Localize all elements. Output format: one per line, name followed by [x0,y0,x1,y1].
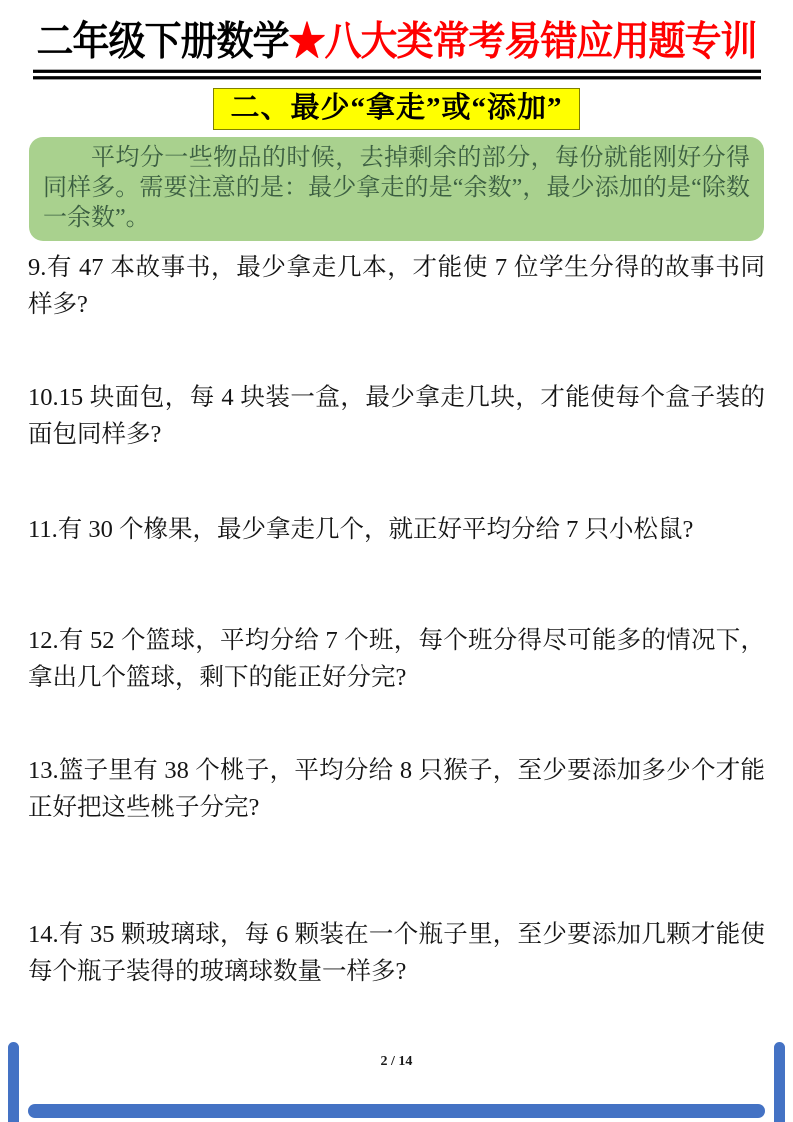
worksheet-header [0,0,793,75]
frame-left-bar [8,1042,19,1122]
question-list [28,241,765,990]
question-9: 9.有 47 本故事书，最少拿走几本，才能使 7 位学生分得的故事书同样多? [28,254,765,319]
question-14: 14.有 35 颗玻璃球，每 6 颗装在一个瓶子里，至少要添加几颗才能使每个瓶子装得的玻璃球数量一样多? [28,921,765,986]
frame-right-bar [774,1042,785,1122]
star-icon: ★ [288,20,325,65]
page-number: 2 / 14 [380,1054,413,1069]
section-heading-row [0,88,793,131]
question-12: 12.有 52 个篮球，平均分给 7 个班，每个班分得尽可能多的情况下，拿出几个篮球，剩下的能正好分完? [28,627,765,692]
page-title [33,20,761,79]
title-grade-part: 二年级下册数学 [36,20,289,65]
frame-bottom-bar [28,1104,765,1118]
question-11: 11.有 30 个橡果，最少拿走几个，就正好平均分给 7 只小松鼠? [28,516,694,544]
title-topic-part: 八大类常考易错应用题专训 [324,20,757,65]
question-10: 10.15 块面包，每 4 块装一盒，最少拿走几块，才能使每个盒子装的面包同样多? [28,384,765,449]
section-heading: 二、最少“拿走”或“添加” [213,88,579,131]
question-13: 13.篮子里有 38 个桃子，平均分给 8 只猴子，至少要添加多少个才能正好把这些桃子分完? [28,757,765,822]
concept-note: 平均分一些物品的时候，去掉剩余的部分，每份就能刚好分得同样多。需要注意的是：最少拿走的是“余数”，最少添加的是“除数一余数”。 [29,137,764,241]
